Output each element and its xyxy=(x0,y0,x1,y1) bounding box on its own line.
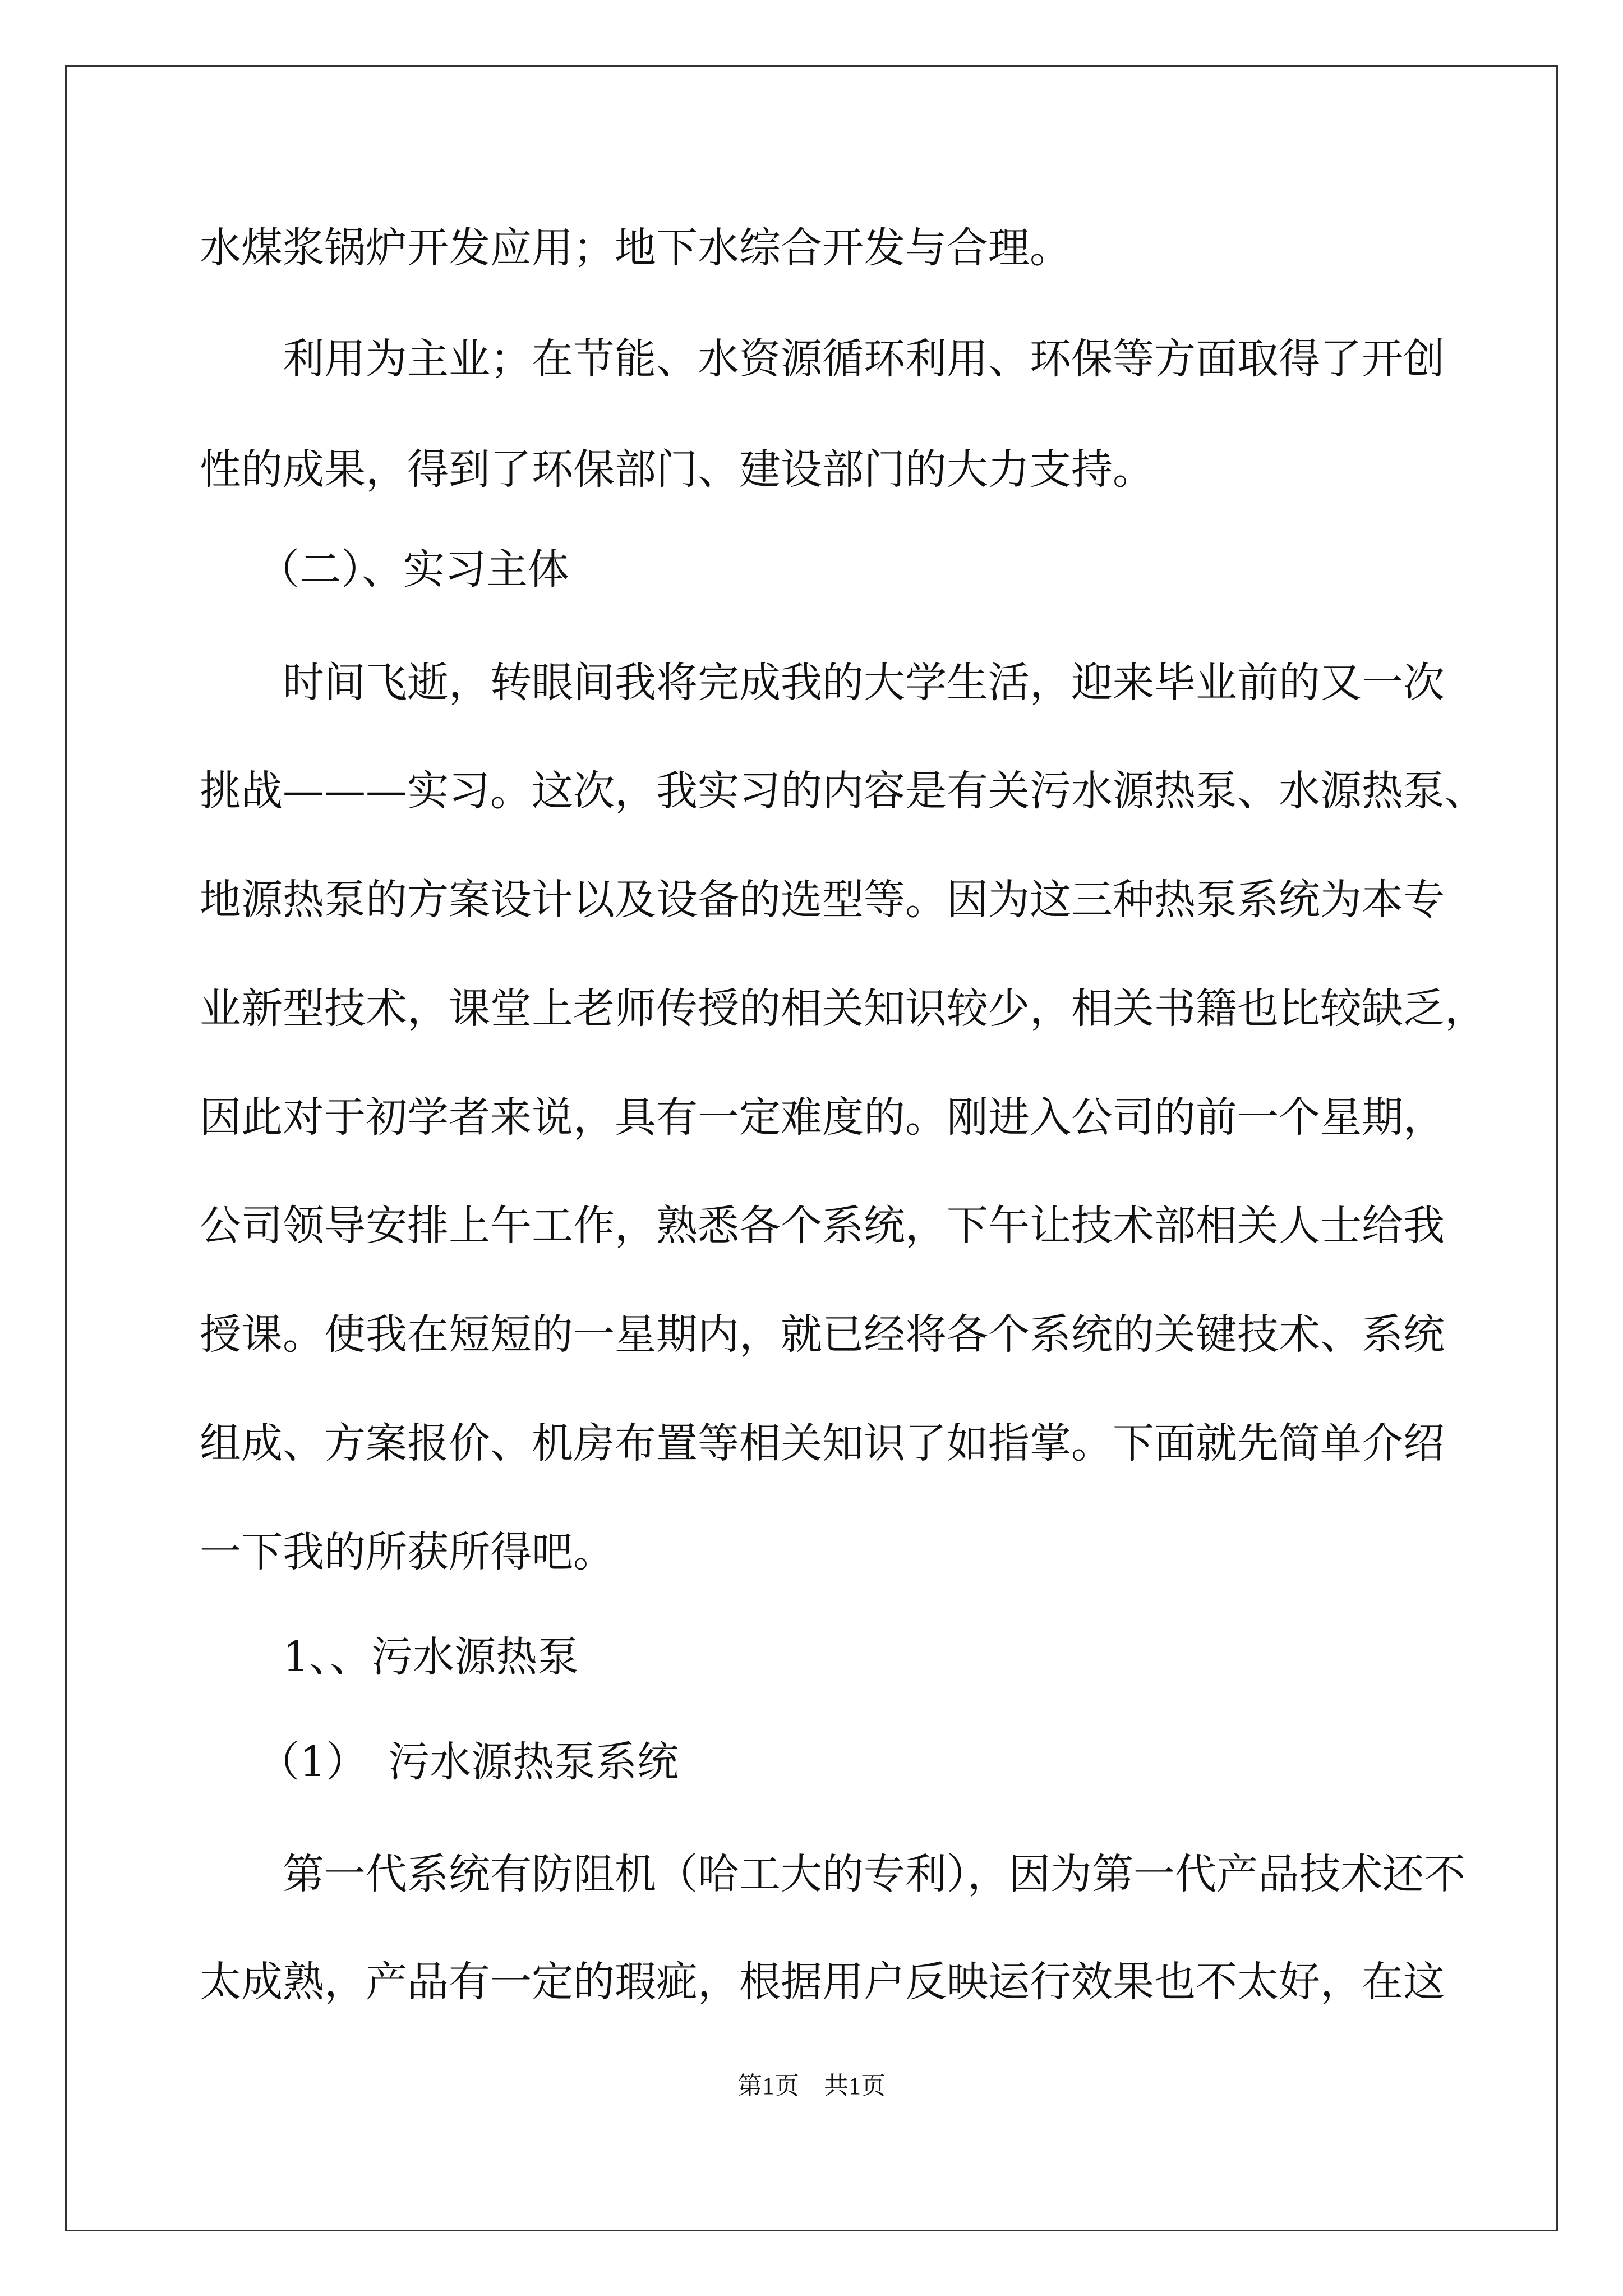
paragraph-line: 一下我的所获所得吧。 xyxy=(200,1528,615,1576)
section-heading: （二）、实习主体 xyxy=(258,545,569,593)
paragraph-line: 地源热泵的方案设计以及设备的选型等。因为这三种热泵系统为本专 xyxy=(200,876,1445,924)
paragraph-line: 公司领导安排上午工作，熟悉各个系统，下午让技术部相关人士给我 xyxy=(200,1202,1445,1250)
paragraph-line: 第一代系统有防阻机（哈工大的专利），因为第一代产品技术还不 xyxy=(283,1850,1465,1898)
page-footer: 第1页 共1页 xyxy=(737,2072,886,2100)
paragraph-line: 因此对于初学者来说，具有一定难度的。刚进入公司的前一个星期， xyxy=(200,1093,1445,1142)
paragraph-line: 太成熟，产品有一定的瑕疵，根据用户反映运行效果也不太好，在这 xyxy=(200,1958,1445,2006)
paragraph-line: 水煤浆锅炉开发应用；地下水综合开发与合理。 xyxy=(200,224,1071,272)
paragraph-line: 时间飞逝，转眼间我将完成我的大学生活，迎来毕业前的又一次 xyxy=(283,659,1445,707)
paragraph-line: 组成、方案报价、机房布置等相关知识了如指掌。下面就先简单介绍 xyxy=(200,1419,1445,1467)
subsection-heading: （1） 污水源热泵系统 xyxy=(258,1738,679,1786)
paragraph-line: 利用为主业；在节能、水资源循环利用、环保等方面取得了开创 xyxy=(283,335,1445,383)
paragraph-line: 授课。使我在短短的一星期内，就已经将各个系统的关键技术、系统 xyxy=(200,1310,1445,1359)
paragraph-line: 性的成果，得到了环保部门、建设部门的大力支持。 xyxy=(200,445,1154,494)
page-border xyxy=(65,65,1558,2231)
section-heading: 1、、污水源热泵 xyxy=(283,1633,579,1681)
paragraph-line: 业新型技术，课堂上老师传授的相关知识较少，相关书籍也比较缺乏， xyxy=(200,984,1486,1033)
paragraph-line: 挑战———实习。这次，我实习的内容是有关污水源热泵、水源热泵、 xyxy=(200,767,1486,815)
